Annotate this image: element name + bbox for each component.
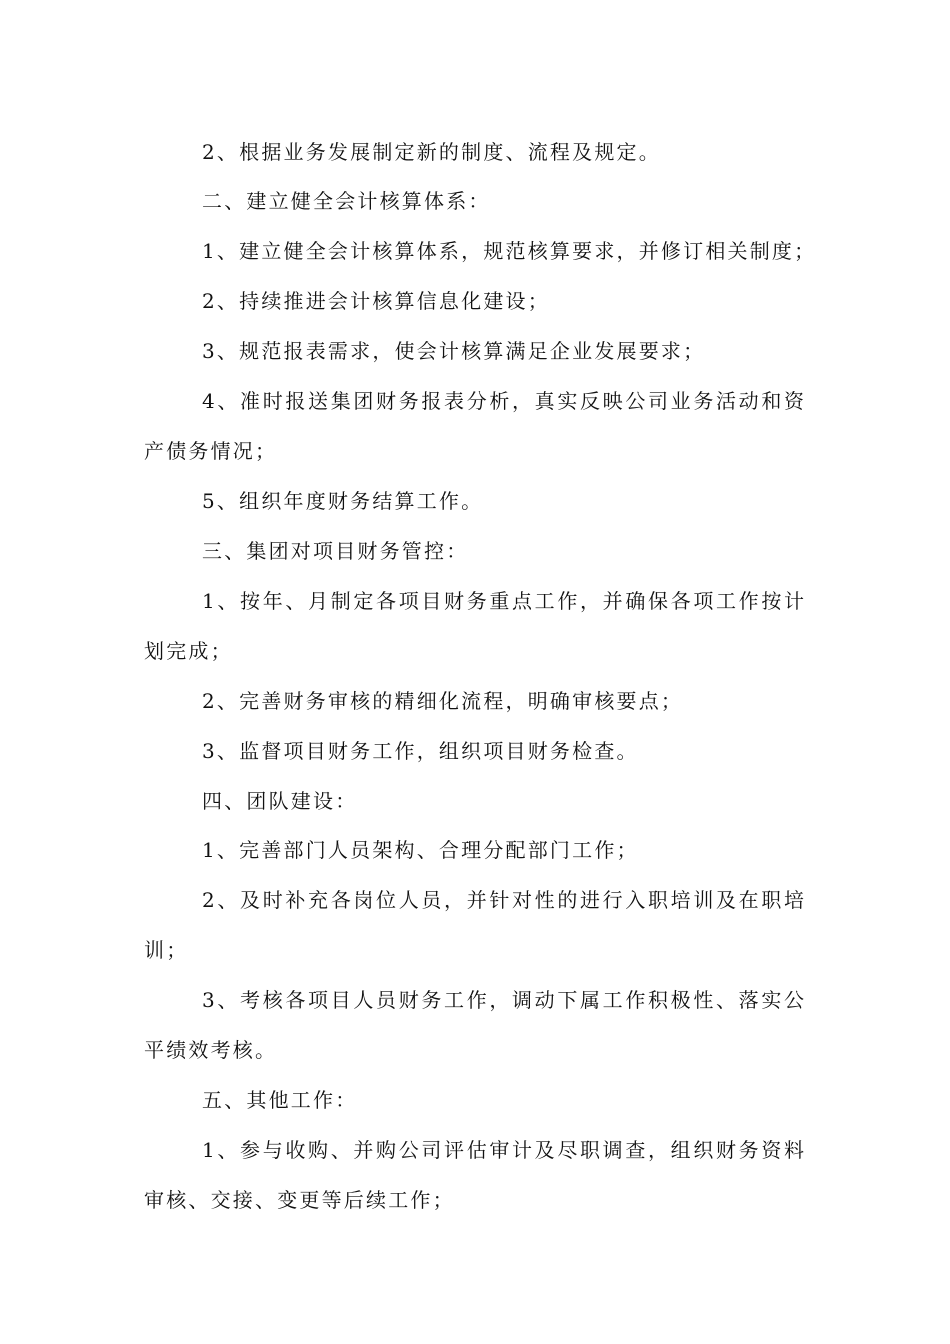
paragraph-line: 5、组织年度财务结算工作。 — [202, 489, 484, 513]
paragraph-line: 1、建立健全会计核算体系，规范核算要求，并修订相关制度； — [202, 239, 817, 263]
paragraph-line: 3、监督项目财务工作，组织项目财务检查。 — [202, 739, 639, 763]
paragraph-line: 3、考核各项目人员财务工作，调动下属工作积极性、落实公 — [202, 988, 804, 1012]
section-heading: 二、建立健全会计核算体系： — [202, 189, 491, 213]
paragraph-line: 1、完善部门人员架构、合理分配部门工作； — [202, 838, 639, 862]
paragraph-continuation: 审核、交接、变更等后续工作； — [144, 1188, 455, 1212]
paragraph-line: 1、按年、月制定各项目财务重点工作，并确保各项工作按计 — [202, 589, 804, 613]
paragraph-line: 1、参与收购、并购公司评估审计及尽职调查，组织财务资料 — [202, 1138, 804, 1162]
paragraph-continuation: 平绩效考核。 — [144, 1038, 278, 1062]
paragraph-line: 2、根据业务发展制定新的制度、流程及规定。 — [202, 140, 661, 164]
section-heading: 四、团队建设： — [202, 789, 358, 813]
section-heading: 五、其他工作： — [202, 1088, 358, 1112]
paragraph-line: 2、及时补充各岗位人员，并针对性的进行入职培训及在职培 — [202, 888, 804, 912]
paragraph-line: 2、持续推进会计核算信息化建设； — [202, 289, 550, 313]
paragraph-line: 2、完善财务审核的精细化流程，明确审核要点； — [202, 689, 684, 713]
paragraph-continuation: 训； — [144, 938, 189, 962]
paragraph-continuation: 划完成； — [144, 639, 233, 663]
paragraph-line: 3、规范报表需求，使会计核算满足企业发展要求； — [202, 339, 706, 363]
section-heading: 三、集团对项目财务管控： — [202, 539, 469, 563]
paragraph-line: 4、准时报送集团财务报表分析，真实反映公司业务活动和资 — [202, 389, 804, 413]
paragraph-continuation: 产债务情况； — [144, 439, 278, 463]
